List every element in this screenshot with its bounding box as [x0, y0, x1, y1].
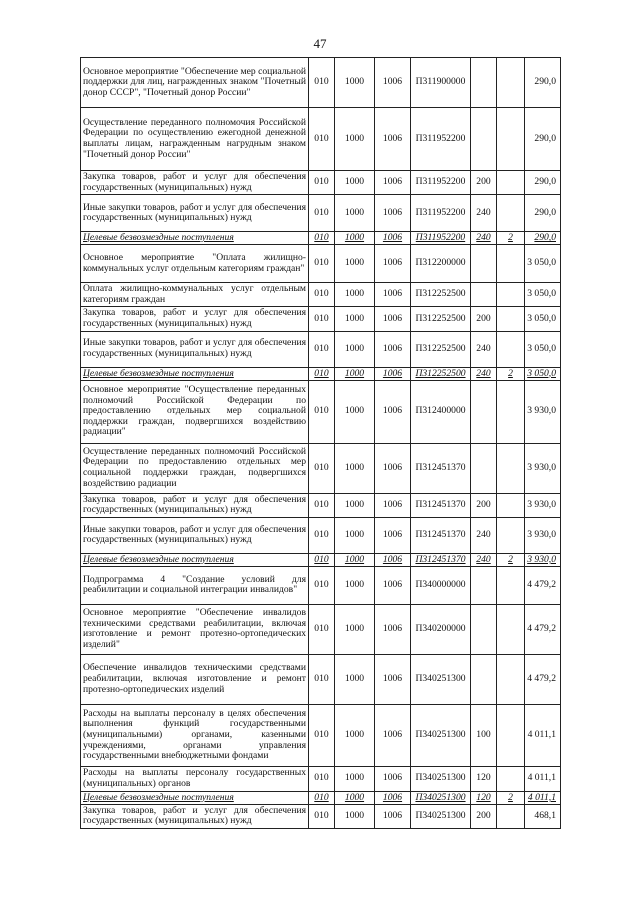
row-expense-type: 240	[471, 232, 497, 245]
row-amount: 290,0	[525, 108, 561, 171]
row-name: Целевые безвозмездные поступления	[81, 553, 309, 566]
row-subsection-code: 1006	[375, 493, 411, 517]
row-target-article: П340251300	[411, 791, 471, 804]
row-section-code: 1000	[335, 171, 375, 195]
row-amount: 3 930,0	[525, 443, 561, 493]
row-target-article: П311952200	[411, 232, 471, 245]
row-target-article: П312252500	[411, 367, 471, 380]
row-section-code: 1000	[335, 108, 375, 171]
row-gr-code: 010	[309, 553, 335, 566]
row-expense-type: 240	[471, 331, 497, 367]
row-section-code: 1000	[335, 654, 375, 704]
row-source-code: 2	[497, 367, 525, 380]
row-name: Закупка товаров, работ и услуг для обеспечения государственных (муниципальных) нужд	[81, 307, 309, 331]
row-source-code	[497, 58, 525, 108]
row-name: Закупка товаров, работ и услуг для обеспечения государственных (муниципальных) нужд	[81, 493, 309, 517]
row-source-code: 2	[497, 232, 525, 245]
row-gr-code: 010	[309, 283, 335, 307]
row-subsection-code: 1006	[375, 791, 411, 804]
row-subsection-code: 1006	[375, 517, 411, 553]
row-target-article: П312451370	[411, 517, 471, 553]
row-gr-code: 010	[309, 566, 335, 604]
row-source-code	[497, 245, 525, 283]
row-section-code: 1000	[335, 517, 375, 553]
table-row	[81, 804, 561, 828]
row-name: Иные закупки товаров, работ и услуг для обеспечения государственных (муниципальных) нужд	[81, 331, 309, 367]
row-section-code: 1000	[335, 804, 375, 828]
row-target-article: П340251300	[411, 654, 471, 704]
row-gr-code: 010	[309, 232, 335, 245]
row-source-code	[497, 493, 525, 517]
table-row	[81, 443, 561, 493]
row-amount: 3 050,0	[525, 331, 561, 367]
row-section-code: 1000	[335, 791, 375, 804]
table-row	[81, 604, 561, 654]
row-expense-type	[471, 108, 497, 171]
row-subsection-code: 1006	[375, 331, 411, 367]
row-expense-type: 240	[471, 195, 497, 232]
row-amount: 4 479,2	[525, 566, 561, 604]
row-source-code	[497, 517, 525, 553]
table-row	[81, 283, 561, 307]
row-gr-code: 010	[309, 804, 335, 828]
row-amount: 3 930,0	[525, 517, 561, 553]
row-section-code: 1000	[335, 766, 375, 791]
row-amount: 468,1	[525, 804, 561, 828]
row-source-code	[497, 195, 525, 232]
row-source-code	[497, 331, 525, 367]
row-subsection-code: 1006	[375, 380, 411, 443]
row-expense-type: 240	[471, 517, 497, 553]
row-section-code: 1000	[335, 704, 375, 766]
row-source-code	[497, 171, 525, 195]
row-amount: 4 011,1	[525, 791, 561, 804]
row-expense-type	[471, 58, 497, 108]
row-target-article: П340251300	[411, 704, 471, 766]
row-expense-type: 100	[471, 704, 497, 766]
row-section-code: 1000	[335, 553, 375, 566]
row-expense-type: 120	[471, 766, 497, 791]
row-expense-type: 200	[471, 804, 497, 828]
row-target-article: П311900000	[411, 58, 471, 108]
table-row	[81, 195, 561, 232]
row-gr-code: 010	[309, 766, 335, 791]
row-expense-type	[471, 283, 497, 307]
row-name: Иные закупки товаров, работ и услуг для обеспечения государственных (муниципальных) нужд	[81, 195, 309, 232]
row-target-article: П311952200	[411, 195, 471, 232]
row-name: Расходы на выплаты персоналу в целях обеспечения выполнения функций государственными (муниципальными) органами, казенными учреждениями, органами управления государственными внебюджетными фондами	[81, 704, 309, 766]
row-expense-type	[471, 654, 497, 704]
row-gr-code: 010	[309, 604, 335, 654]
row-source-code: 2	[497, 553, 525, 566]
table-row	[81, 307, 561, 331]
row-name: Основное мероприятие "Обеспечение инвалидов техническими средствами реабилитации, включая изготовление и ремонт протезно-ортопедических изделий"	[81, 604, 309, 654]
row-name: Оплата жилищно-коммунальных услуг отдельным категориям граждан	[81, 283, 309, 307]
row-target-article: П312451370	[411, 493, 471, 517]
row-gr-code: 010	[309, 654, 335, 704]
row-subsection-code: 1006	[375, 171, 411, 195]
table-row	[81, 108, 561, 171]
row-source-code	[497, 766, 525, 791]
row-subsection-code: 1006	[375, 108, 411, 171]
row-expense-type	[471, 245, 497, 283]
table-row-target-receipts	[81, 791, 561, 804]
row-expense-type: 200	[471, 171, 497, 195]
table-row	[81, 654, 561, 704]
row-source-code	[497, 654, 525, 704]
row-gr-code: 010	[309, 493, 335, 517]
row-expense-type: 200	[471, 493, 497, 517]
row-expense-type: 200	[471, 307, 497, 331]
table-row-target-receipts	[81, 232, 561, 245]
row-subsection-code: 1006	[375, 195, 411, 232]
row-source-code	[497, 443, 525, 493]
row-name: Основное мероприятие "Осуществление переданных полномочий Российской Федерации по предоставлению отдельных мер социальной поддержки граждан, подвергшихся воздействию радиации"	[81, 380, 309, 443]
row-name: Осуществление переданных полномочий Российской Федерации по предоставлению отдельных мер социальной поддержки граждан, подвергшихся воздействию радиации	[81, 443, 309, 493]
row-section-code: 1000	[335, 245, 375, 283]
row-subsection-code: 1006	[375, 804, 411, 828]
row-amount: 3 050,0	[525, 367, 561, 380]
row-gr-code: 010	[309, 791, 335, 804]
row-target-article: П340251300	[411, 804, 471, 828]
row-subsection-code: 1006	[375, 766, 411, 791]
row-target-article: П312252500	[411, 331, 471, 367]
row-section-code: 1000	[335, 443, 375, 493]
row-target-article: П311952200	[411, 108, 471, 171]
table-row	[81, 766, 561, 791]
table-row	[81, 566, 561, 604]
row-amount: 3 930,0	[525, 553, 561, 566]
row-expense-type: 120	[471, 791, 497, 804]
row-target-article: П340000000	[411, 566, 471, 604]
row-target-article: П340200000	[411, 604, 471, 654]
row-target-article: П312252500	[411, 283, 471, 307]
row-name: Расходы на выплаты персоналу государственных (муниципальных) органов	[81, 766, 309, 791]
row-subsection-code: 1006	[375, 245, 411, 283]
row-source-code	[497, 307, 525, 331]
row-name: Подпрограмма 4 "Создание условий для реабилитации и социальной интеграции инвалидов"	[81, 566, 309, 604]
row-target-article: П340251300	[411, 766, 471, 791]
row-section-code: 1000	[335, 493, 375, 517]
page-number: 47	[313, 36, 327, 51]
row-name: Обеспечение инвалидов техническими средствами реабилитации, включая изготовление и ремонт протезно-ортопедических изделий	[81, 654, 309, 704]
row-subsection-code: 1006	[375, 604, 411, 654]
row-gr-code: 010	[309, 443, 335, 493]
row-amount: 3 930,0	[525, 380, 561, 443]
row-amount: 3 050,0	[525, 283, 561, 307]
row-subsection-code: 1006	[375, 307, 411, 331]
row-target-article: П311952200	[411, 171, 471, 195]
row-section-code: 1000	[335, 380, 375, 443]
table-row	[81, 380, 561, 443]
table-row	[81, 517, 561, 553]
row-source-code	[497, 566, 525, 604]
row-subsection-code: 1006	[375, 367, 411, 380]
row-subsection-code: 1006	[375, 58, 411, 108]
table-row	[81, 704, 561, 766]
row-gr-code: 010	[309, 331, 335, 367]
row-gr-code: 010	[309, 58, 335, 108]
row-name: Целевые безвозмездные поступления	[81, 367, 309, 380]
row-gr-code: 010	[309, 171, 335, 195]
row-section-code: 1000	[335, 604, 375, 654]
row-subsection-code: 1006	[375, 232, 411, 245]
row-amount: 290,0	[525, 232, 561, 245]
row-section-code: 1000	[335, 566, 375, 604]
row-expense-type	[471, 443, 497, 493]
row-target-article: П312400000	[411, 380, 471, 443]
row-gr-code: 010	[309, 108, 335, 171]
row-target-article: П312451370	[411, 443, 471, 493]
row-section-code: 1000	[335, 331, 375, 367]
row-name: Основное мероприятие "Оплата жилищно-коммунальных услуг отдельным категориям граждан"	[81, 245, 309, 283]
table-row	[81, 245, 561, 283]
row-expense-type	[471, 604, 497, 654]
row-amount: 4 011,1	[525, 704, 561, 766]
row-subsection-code: 1006	[375, 443, 411, 493]
row-expense-type	[471, 566, 497, 604]
row-name: Целевые безвозмездные поступления	[81, 232, 309, 245]
budget-table	[80, 57, 561, 829]
row-subsection-code: 1006	[375, 283, 411, 307]
row-subsection-code: 1006	[375, 654, 411, 704]
row-source-code	[497, 283, 525, 307]
row-section-code: 1000	[335, 283, 375, 307]
row-source-code	[497, 604, 525, 654]
row-source-code	[497, 704, 525, 766]
table-row	[81, 331, 561, 367]
row-gr-code: 010	[309, 517, 335, 553]
row-source-code	[497, 804, 525, 828]
row-source-code	[497, 108, 525, 171]
row-amount: 4 479,2	[525, 604, 561, 654]
row-gr-code: 010	[309, 195, 335, 232]
table-row	[81, 171, 561, 195]
row-name: Осуществление переданного полномочия Российской Федерации по осуществлению ежегодной денежной выплаты лицам, награжденным нагрудным знаком "Почетный донор России"	[81, 108, 309, 171]
table-row	[81, 58, 561, 108]
row-target-article: П312200000	[411, 245, 471, 283]
row-source-code: 2	[497, 791, 525, 804]
row-section-code: 1000	[335, 58, 375, 108]
row-amount: 290,0	[525, 58, 561, 108]
row-amount: 4 011,1	[525, 766, 561, 791]
row-expense-type	[471, 380, 497, 443]
row-expense-type: 240	[471, 553, 497, 566]
row-amount: 290,0	[525, 195, 561, 232]
row-name: Закупка товаров, работ и услуг для обеспечения государственных (муниципальных) нужд	[81, 804, 309, 828]
row-name: Закупка товаров, работ и услуг для обеспечения государственных (муниципальных) нужд	[81, 171, 309, 195]
row-gr-code: 010	[309, 307, 335, 331]
row-amount: 290,0	[525, 171, 561, 195]
row-section-code: 1000	[335, 367, 375, 380]
table-row-target-receipts	[81, 367, 561, 380]
row-gr-code: 010	[309, 245, 335, 283]
row-amount: 3 050,0	[525, 307, 561, 331]
row-subsection-code: 1006	[375, 704, 411, 766]
row-amount: 3 050,0	[525, 245, 561, 283]
row-target-article: П312451370	[411, 553, 471, 566]
row-gr-code: 010	[309, 367, 335, 380]
row-section-code: 1000	[335, 232, 375, 245]
row-source-code	[497, 380, 525, 443]
table-row-target-receipts	[81, 553, 561, 566]
row-name: Основное мероприятие "Обеспечение мер социальной поддержки для лиц, награжденных знаком "Почетный донор СССР", "Почетный донор России"	[81, 58, 309, 108]
row-gr-code: 010	[309, 380, 335, 443]
row-section-code: 1000	[335, 307, 375, 331]
row-amount: 3 930,0	[525, 493, 561, 517]
row-subsection-code: 1006	[375, 566, 411, 604]
row-expense-type: 240	[471, 367, 497, 380]
row-target-article: П312252500	[411, 307, 471, 331]
row-gr-code: 010	[309, 704, 335, 766]
row-amount: 4 479,2	[525, 654, 561, 704]
table-row	[81, 493, 561, 517]
row-subsection-code: 1006	[375, 553, 411, 566]
row-name: Иные закупки товаров, работ и услуг для обеспечения государственных (муниципальных) нужд	[81, 517, 309, 553]
row-section-code: 1000	[335, 195, 375, 232]
row-name: Целевые безвозмездные поступления	[81, 791, 309, 804]
